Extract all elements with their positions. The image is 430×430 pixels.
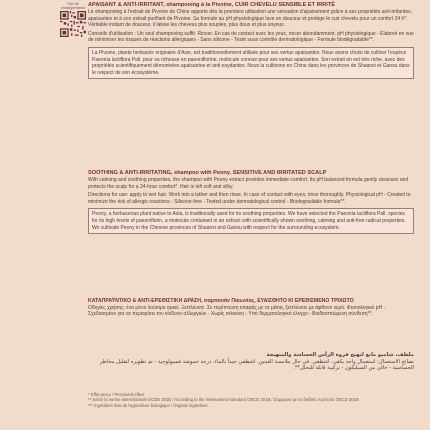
fr-usage: Conseils d'utilisation : Un seul shampooing suffit. Rincer. En cas de contact avec les yeux, rincer abondamment. pH physiologique - Élaboré en vue de minimiser les risques de réactions allergiques - Sans silicone - Testé sous contrôle dermatologique - Formule biodégradable**.	[88, 30, 414, 44]
footnote-2: ** Selon la norme internationale OCDE 301B / According to the international standard OECD 301B / Σύμφωνα με το διεθνές πρότυπο OECD 301B	[88, 397, 359, 403]
qr-block	[60, 2, 86, 37]
ar-heading: ملطف، شامبو مانع لتهيج فروة الرأس الحساسة والمتهيجة	[266, 352, 414, 358]
french-section	[88, 2, 414, 79]
fr-peony-box	[88, 47, 414, 79]
en-heading: SOOTHING & ANTI-IRRITATING, shampoo with Peony, SENSITIVE AND IRRITATED SCALP	[88, 170, 327, 176]
fr-heading: APAISANT & ANTI-IRRITANT, shampooing à la Pivoine, CUIR CHEVELU SENSIBLE ET IRRITÉ	[88, 2, 335, 8]
arabic-section	[88, 352, 414, 372]
fr-box-text: La Pivoine, plante herbacée originaire d'Asie, est traditionnellement utilisée pour ses vertus apaisantes. Nous avons choisi de cultiver l'espèce Paeonia lactiflora Pall. pour sa richesse en paeoniflorine, molécule connue pour ses vertus apaisantes. Son extrait en est très riche, avec des propriétés scientifiquement démontrées apaisantes et anti-oxydantes. Nous la cultivons en Chine dans les provinces de Shaanxi et Gansu dans le respect de son écosystème.	[92, 49, 410, 76]
qr-code-icon[interactable]	[60, 11, 86, 37]
qr-caption: Plus de renseignements	[60, 2, 86, 10]
en-box-text: Peony, a herbaceous plant native to Asia, is traditionally used for its soothing properties. We have selected the Paeonia lactiflora Pall. species for its high levels of paeoniflorin, a molecule contained in an extract with scientifically shown soothing, calming and anti-free radical properties. We cultivate Peony in the Chinese provinces of Shaanxi and Gansu with respect for the surrounding ecosystem.	[92, 211, 406, 231]
en-peony-box	[88, 208, 414, 234]
en-usage: Directions for use: apply to wet hair. Work into a lather and then rinse. In case of contact with eyes, rinse thoroughly. Physiological pH - Created to minimize the risk of allergic reactions - Silicone-free - Tested under dermatological control - Biodegradable formula**.	[88, 192, 411, 205]
ar-usage: نصائح الاستعمال: استعمال واحد يكفي. اشطفي. في حال ملامسة العينين، اشطفي جيداً بالماء. درجة حموضة فسيولوجية - تم تطويره لتقليل مخاطر الحساسية - خالي من السيليكون - تركيبة قابلة للتحلل**.	[99, 358, 414, 372]
greek-section	[88, 298, 414, 318]
footnotes-section	[88, 392, 414, 408]
footnote-3: *** Ingrédient issu de l'agriculture biologique / Organic ingredient	[88, 402, 208, 408]
el-usage: Οδηγίες χρήσης: ένα μόνο λούσιμο αρκεί. Ξεπλύνετε. Σε περίπτωση επαφής με τα μάτια, ξεπλύνετε με άφθονο νερό. Φυσιολογικό pH - Σχεδιασμένο για να περιορίσει τον κίνδυνο αλλεργιών - Χωρίς σιλικόνη - Υπό δερματολογικό έλεγχο - Βιοδιασπώμενη σύνθεση**.	[88, 304, 386, 318]
el-heading: ΚΑΤΑΠΡΑΫΝΤΙΚΟ & ΑΝΤΙ-ΕΡΕΘΙΣΤΙΚΗ ΔΡΑΣΗ, σαμπουάν Παιωνίας, ΕΥΑΙΣΘΗΤΟ ΚΙ ΕΡΕΘΙΣΜΕΝΟ ΤΡΙΧΩΤΟ	[88, 298, 354, 304]
footnote-1: * Effet perçu / Perceived effect	[88, 392, 145, 397]
en-intro: With calming and soothing properties, the shampoo with Peony extract provides immediate comfort. Its pH balanced formula gently cleanses and protects the scalp for a 24-hour comfort*. Hair is left soft and silky.	[88, 177, 409, 190]
english-section	[88, 170, 414, 234]
fr-intro: Le shampooing à l'extrait de Pivoine de Chine apporte dès la première utilisation une sensation d'apaisement grâce à ses propriétés anti-irritantes, apaisantes et à son extrait purifiant de Pivoine. Sa formule au pH physiologique lave en douceur et protège le cuir chevelu pour un confort 24 h*. Véritable instant de douceur, il laisse les cheveux plus souples, plus doux et plus soyeux.	[88, 9, 413, 29]
